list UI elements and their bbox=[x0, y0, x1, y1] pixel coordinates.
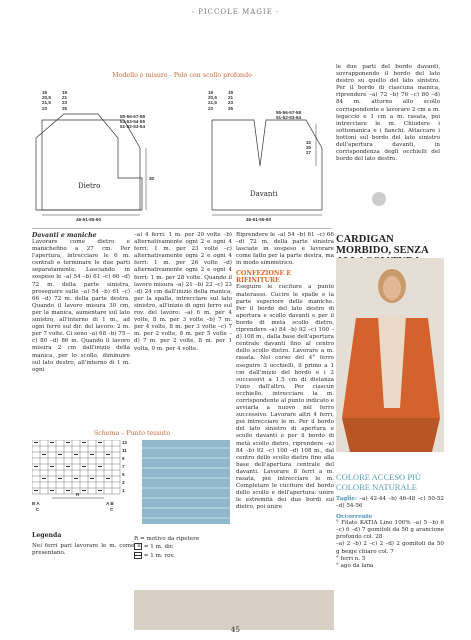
occ-2: –a) 2 –b) 2 –c) 2 –d) 2 gomitoli da 50 g beige chiaro col. 7 bbox=[336, 541, 444, 555]
sizes-label: Taglie: bbox=[336, 496, 358, 502]
col1-text: Lavorare come dietro e manichefino a 27 cm. Per l'apertura, intrecciare le 6 m. centrali e terminare le due parti separatamente. Lasciando in sospeso le –a) 54 –b) 61 –c) 66 –d) 72 m. della parte sinistra, proseguire sulle –a) 54 –b) 61 –c) 66 –d) 72 m. della parte destra. Quando il lavoro misura 30 cm, per la manica, aumentare sul lato sinistro, all'interno di 1 m., ad ogni ferro sul dir. del lavoro: 2 m. per 7 volte. Ci sono –a) 68 –b) 75 –c) 80 –d) 86 m. Quando il lavoro misura 2 cm dall'inizio della manica, per lo scollo, diminuire sul lato destro, all'interno di 1 m. ogni bbox=[32, 239, 130, 373]
dietro-right: 55-56-57-58 53-53-54-55 51-52-53-54 bbox=[120, 114, 146, 130]
column-3 bbox=[236, 232, 334, 511]
sidebar bbox=[336, 234, 444, 570]
davanti-label: Davanti bbox=[250, 190, 278, 198]
swatch-photo bbox=[142, 440, 230, 524]
page-header: - PICCOLE MAGIE - bbox=[191, 8, 280, 16]
dietro-top-a: 19 20,5 21,5 23 bbox=[42, 90, 51, 111]
schema-title: Schema – Punto tessuto bbox=[93, 430, 171, 437]
occ-1: ° Filato KATIA Lino 100% –a) 5 –b) 6 –c) 6 –d) 7 gomitoli da 50 g arancione profondo col. 28 bbox=[336, 520, 444, 541]
occ-4: ° ago da lana bbox=[336, 562, 374, 569]
top-right-text: le due parti del bordo davanti, sovrapponendo il bordo del lato destro su quello del lato sinistro. Per il bordo di ciascuna manica, riprendere –a) 72 –b) 76 –c) 80 –d) 84 m. attorno allo scollo corrispondente e lavorare 2 cm a m. legaccio e 1 cm a m. rasata, poi intrecciare le m. Chiudere i sottomanica e i fianchi. Attaccare i bottoni sul bordo del lato sinistro dell'apertura davanti, in corrispondenza degli occhielli del bordo del lato destro. bbox=[336, 64, 440, 163]
davanti-right: 55-56-57-58 51-52-53-54 bbox=[276, 110, 302, 121]
swatch-texture bbox=[142, 440, 230, 524]
purl-symbol-icon bbox=[134, 552, 142, 559]
confezione-heading: CONFEZIONE E RIFINITURE bbox=[236, 270, 292, 285]
row-numbers: 13 11 9 7 5 3 1 bbox=[122, 440, 128, 493]
diagram-title: Modello e misure - Polo con scollo profondo bbox=[112, 72, 252, 79]
garment-shapes bbox=[32, 28, 332, 218]
davanti-bottom: 46-51-55-60 bbox=[246, 217, 272, 222]
marks-left-c: C bbox=[36, 507, 40, 512]
col3-text2: Eseguire le cuciture a punto materasso. Cucire le spalle e la parte superiore delle maniche. Per il bordo del lato destro di apertura e scollo davanti e per il bordo di metà scollo dietro, riprendere –a) 84 –b) 92 –c) 100 –d) 108 m., dalla base dell'apertura centrale davanti fino al centro dello scollo dietro. Lavorare a m. rasata. Nel corso del 4° ferro eseguire 3 occhielli, il primo a 1 cm dall'inizio del bordo e i 2 successivi a 1,5 cm di distanza l'uno dall'altro. Per ciascun occhiello, intrecciare la m. corrispondente al punto indicato e avviarla a nuovo nel ferro successivo. Lavorare altri 4 ferri, poi intrecciare le m. Per il bordo del lato sinistro di apertura e scollo davanti e per il bordo di metà scollo dietro, riprendere –a) 84 –b) 92 –c) 100 –d) 108 m., dal centro dello scollo dietro fino alla base dell'apertura centrale del davanti. Lavorare 8 ferri a m. rasata, poi intrecciare le m. Completare le cuciture del bordo dello scollo e dell'apertura: unire le estremità dei due bordi sul dietro, poi unire bbox=[236, 284, 334, 511]
model-photo bbox=[336, 258, 444, 452]
legend-title: Legenda bbox=[32, 532, 62, 539]
model-illustration bbox=[336, 258, 444, 452]
knit-symbol-icon bbox=[134, 543, 142, 550]
legend-text: Nei ferri pari lavorare le m. come si presentano. bbox=[32, 543, 142, 557]
davanti-top-b: 19 21 23 25 bbox=[228, 90, 234, 111]
dietro-top-b: 19 21 23 25 bbox=[62, 90, 68, 111]
davanti-top-a: 19 20,5 21,5 23 bbox=[208, 90, 217, 111]
legend-item-purl: = 1 m. rov. bbox=[134, 552, 234, 560]
pattern-diagram bbox=[32, 28, 332, 222]
legend-item-repeat: R = motivo da ripetere bbox=[134, 536, 200, 542]
marks-right: A B bbox=[106, 501, 114, 506]
column-2-text: –a) 4 ferri: 1 m. per 20 volte –b) alternativamente ogni 2 e ogni 4 ferri: 1 m. per 23 volte –c) alternativamente ogni 2 e ogni 4 ferri: 1 m. per 26 volte –d) alternativamente ogni 2 e ogni 4 ferri: 1 m. per 28 volte. Quando il lavoro misura –a) 21 –b) 22 –c) 23 –d) 24 cm dall'inizio della manica, per la spalla, intrecciare sul lato sinistro, all'inizio di ogni ferro sul rov. del lavoro: –a) 6 m. per 4 volte, 8 m. per 3 volte –b) 7 m. per 4 volte, 8 m. per 3 volte –c) 7 m. per 2 volte, 8 m. per 5 volte –d) 7 m. per 2 volte, 8 m. per 1 volta, 9 m. per 4 volte. bbox=[134, 232, 232, 352]
occ-label: Occorrente bbox=[336, 514, 373, 521]
column-1 bbox=[32, 232, 130, 374]
sizes-value: –a) 42-44 –b) 46-48 –c) 50-52 –d) 54-56 bbox=[336, 496, 444, 510]
repeat-marker: R bbox=[76, 492, 80, 497]
separator bbox=[32, 228, 332, 229]
cardigan-title: CARDIGAN MORBIDO, SENZA bbox=[336, 234, 429, 256]
occ-3: ° ferri n. 5 bbox=[336, 555, 366, 562]
section-heading-davanti: Davanti e maniche bbox=[32, 232, 97, 239]
legend bbox=[32, 532, 142, 557]
legend-item-knit: = 1 m. dir. bbox=[134, 543, 234, 551]
dietro-label: Dietro bbox=[78, 182, 101, 190]
stitch-chart bbox=[32, 440, 140, 520]
legend-items bbox=[134, 536, 234, 560]
yarn-ball-icon bbox=[372, 192, 386, 206]
color-title: COLORE ACCESO PIÙ COLORE NATURALE bbox=[336, 472, 422, 492]
bottom-photo bbox=[134, 590, 334, 630]
sizes bbox=[336, 496, 444, 510]
davanti-neck: 32 30 27 bbox=[306, 140, 312, 156]
marks-right-c: C bbox=[110, 507, 114, 512]
marks-left: B A bbox=[32, 501, 40, 506]
page-number: 45 bbox=[231, 626, 240, 634]
dietro-height: 30 bbox=[149, 176, 155, 181]
col3-text1: Riprendere le –a) 54 –b) 61 –c) 66 –d) 72 m. della parte sinistra lasciate in sospeso e lavorare come fatto per la parte destra, ma in modo simmetrico. bbox=[236, 232, 334, 267]
dietro-bottom: 46-51-55-60 bbox=[76, 217, 102, 222]
